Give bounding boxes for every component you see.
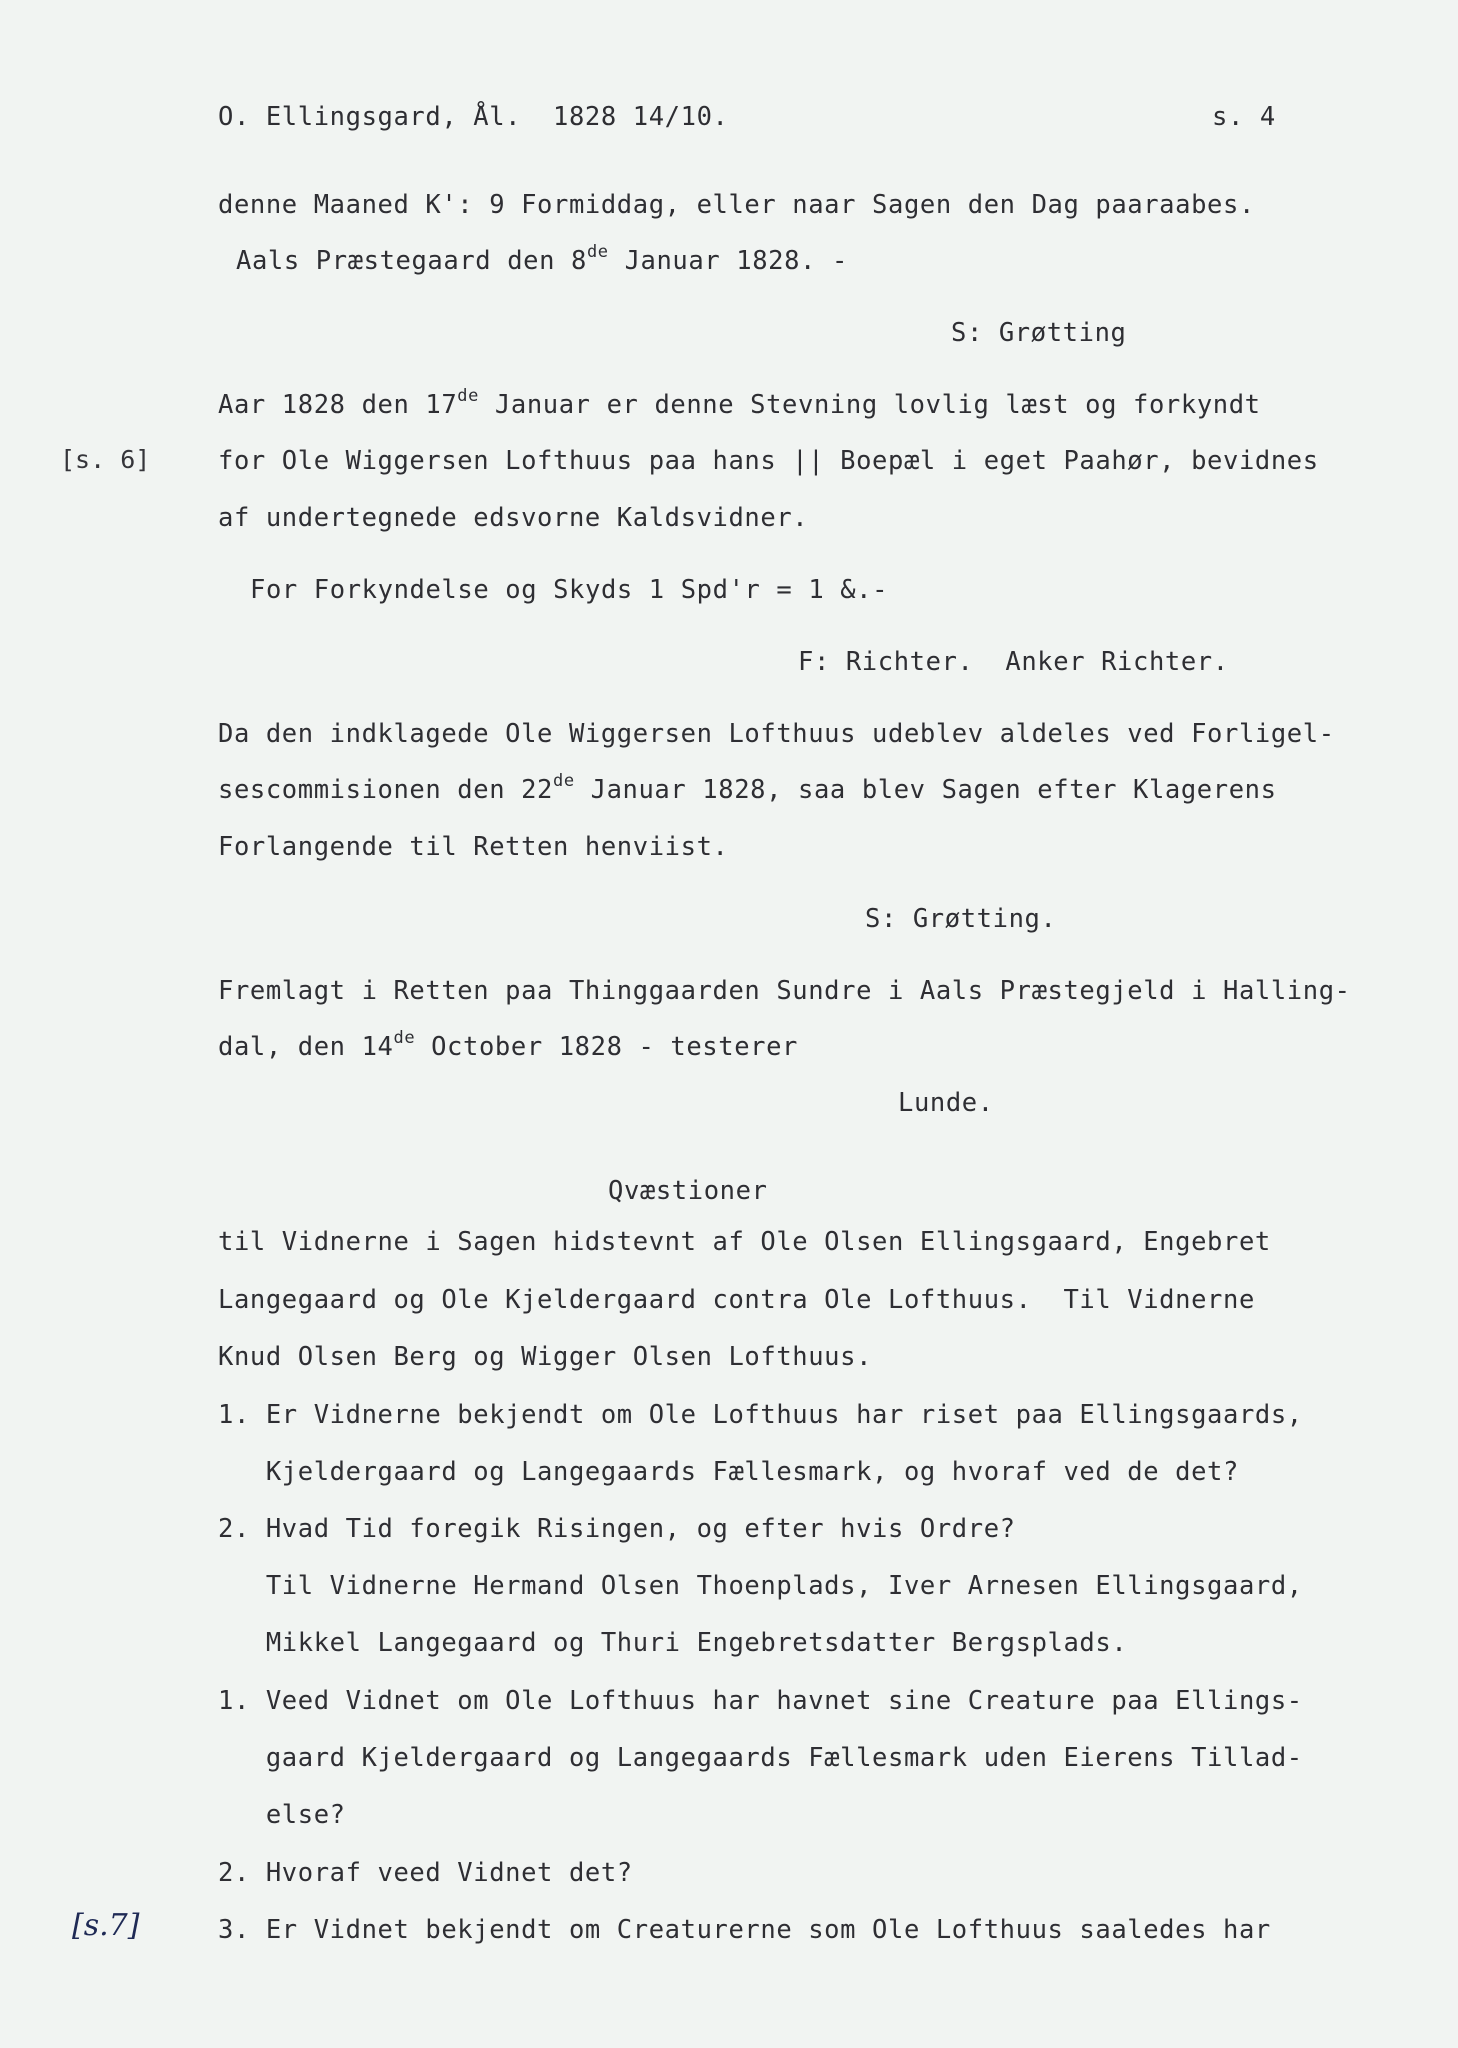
text-line: denne Maaned K': 9 Formiddag, eller naar Sagen den Dag paaraabes.: [218, 190, 1255, 220]
text-line: af undertegnede edsvorne Kaldsvidner.: [218, 503, 809, 533]
signature-line: Lunde.: [898, 1088, 994, 1118]
text-line: Fremlagt i Retten paa Thinggaarden Sundre i Aals Præstegjeld i Halling-: [218, 976, 1351, 1006]
text-line: Mikkel Langegaard og Thuri Engebretsdatter Bergsplads.: [218, 1628, 1128, 1658]
header-page-number: s. 4: [1212, 102, 1276, 132]
text-line: For Forkyndelse og Skyds 1 Spd'r = 1 &.-: [250, 575, 889, 605]
margin-page-ref: [s. 6]: [60, 445, 151, 474]
text-line: sescommisionen den 22de Januar 1828, saa blev Sagen efter Klagerens: [218, 771, 1277, 805]
list-item: 2. Hvad Tid foregik Risingen, og efter hvis Ordre?: [218, 1514, 1016, 1544]
signature-line: S: Grøtting: [951, 318, 1127, 348]
list-item: 1. Veed Vidnet om Ole Lofthuus har havnet sine Creature paa Ellings-: [218, 1686, 1303, 1716]
text-line: dal, den 14de October 1828 - testerer: [218, 1028, 799, 1062]
text-line: for Ole Wiggersen Lofthuus paa hans || Boepæl i eget Paahør, bevidnes: [218, 446, 1319, 476]
list-item: 3. Er Vidnet bekjendt om Creaturerne som Ole Lofthuus saaledes har: [218, 1915, 1271, 1945]
text-line: Da den indklagede Ole Wiggersen Lofthuus udeblev aldeles ved Forligel-: [218, 719, 1335, 749]
signature-line: S: Grøtting.: [865, 904, 1057, 934]
list-item: gaard Kjeldergaard og Langegaards Fællesmark uden Eierens Tillad-: [218, 1743, 1303, 1773]
text-line: Aals Præstegaard den 8de Januar 1828. -: [236, 242, 848, 276]
list-item: 1. Er Vidnerne bekjendt om Ole Lofthuus har riset paa Ellingsgaards,: [218, 1400, 1303, 1430]
text-line: til Vidnerne i Sagen hidstevnt af Ole Olsen Ellingsgaard, Engebret: [218, 1227, 1271, 1257]
list-item: 2. Hvoraf veed Vidnet det?: [218, 1858, 633, 1888]
text-line: Langegaard og Ole Kjeldergaard contra Ole Lofthuus. Til Vidnerne: [218, 1285, 1255, 1315]
header-left: O. Ellingsgard, Ål. 1828 14/10.: [218, 102, 729, 132]
signature-line: F: Richter. Anker Richter.: [798, 647, 1229, 677]
text-line: Knud Olsen Berg og Wigger Olsen Lofthuus.: [218, 1342, 873, 1372]
margin-page-ref-handwritten: [s.7]: [72, 1908, 140, 1943]
text-line: Forlangende til Retten henviist.: [218, 832, 729, 862]
text-line: Til Vidnerne Hermand Olsen Thoenplads, Iver Arnesen Ellingsgaard,: [218, 1571, 1303, 1601]
section-heading: Qvæstioner: [608, 1176, 768, 1206]
list-item: else?: [218, 1800, 346, 1830]
text-line: Aar 1828 den 17de Januar er denne Stevning lovlig læst og forkyndt: [218, 386, 1261, 420]
list-item: Kjeldergaard og Langegaards Fællesmark, og hvoraf ved de det?: [218, 1457, 1239, 1487]
